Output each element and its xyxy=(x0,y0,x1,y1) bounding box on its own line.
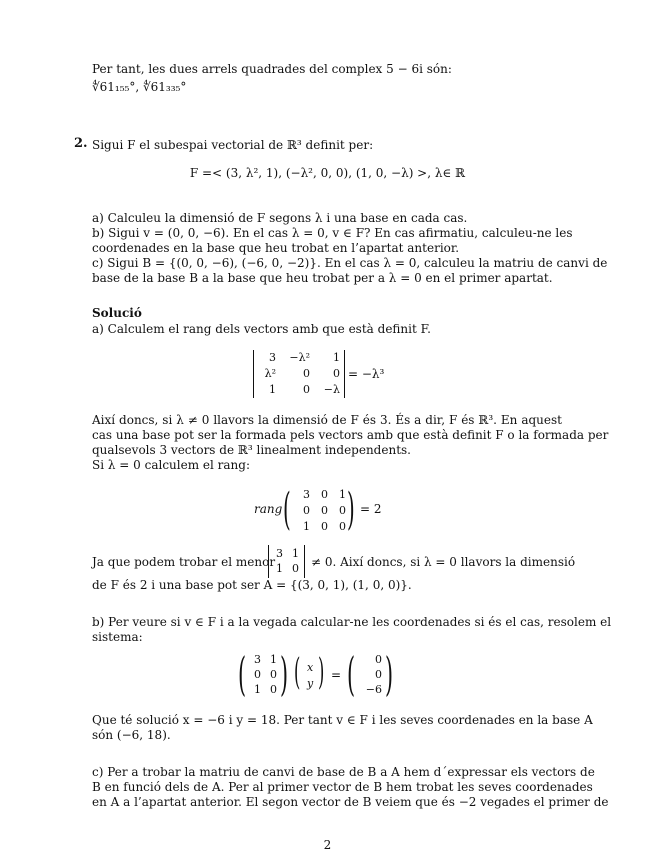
rang-cell: 1 xyxy=(339,488,346,501)
det-cell: −λ² xyxy=(289,351,310,364)
det-result: = −λ³ xyxy=(348,367,385,381)
system-variables xyxy=(307,660,313,692)
intro-line: Per tant, les dues arrels quadrades del complex 5 − 6i són: xyxy=(92,62,452,76)
sys-cell: 1 xyxy=(254,683,261,696)
rang-cell: 0 xyxy=(303,504,310,517)
sys-cell: 0 xyxy=(270,668,277,681)
solution-c-line1: c) Per a trobar la matriu de canvi de base de B a A hem d´expressar els vectors de xyxy=(92,765,595,779)
det-cell: −λ xyxy=(323,383,340,396)
minor-conclusion: ≠ 0. Així doncs, si λ = 0 llavors la dimensió xyxy=(311,555,576,569)
solution-heading: Solució xyxy=(92,306,142,320)
solution-c-line2: B en funció dels de A. Per al primer vector de B hem trobat les seves coordenades xyxy=(92,780,593,794)
solution-para-line2: cas una base pot ser la formada pels vectors amb que està definit F o la formada per xyxy=(92,428,609,442)
question-b-line1: b) Sigui v = (0, 0, −6). En el cas λ = 0, v ∈ F? En cas afirmatiu, calculeu-ne les xyxy=(92,226,573,240)
det-cell: λ² xyxy=(264,367,276,380)
det-cell: 3 xyxy=(269,351,276,364)
det-right-bar xyxy=(344,350,345,398)
rang-cell: 0 xyxy=(339,504,346,517)
sys-rhs-right-paren: ) xyxy=(385,647,394,701)
minor-cell: 1 xyxy=(292,547,299,560)
rhs-cell: 0 xyxy=(375,653,382,666)
det-cell: 1 xyxy=(333,351,340,364)
sys-matrix-left-paren: ( xyxy=(238,647,247,701)
rang-label: rang xyxy=(254,502,283,516)
solution-b-line2: sistema: xyxy=(92,630,143,644)
det-cell: 0 xyxy=(303,383,310,396)
sys-var: x xyxy=(307,661,314,674)
sys-vars-left-paren: ( xyxy=(294,652,301,693)
sys-cell: 0 xyxy=(270,683,277,696)
solution-b-result-line1: Que té solució x = −6 i y = 18. Per tant v ∈ F i les seves coordenades en la base A xyxy=(92,713,593,727)
rang-cell: 0 xyxy=(321,520,328,533)
system-rhs xyxy=(360,653,382,697)
rang-matrix xyxy=(296,488,346,534)
minor-intro: Ja que podem trobar el menor xyxy=(92,555,276,569)
rhs-cell: 0 xyxy=(375,668,382,681)
solution-para-line3: qualsevols 3 vectors de ℝ³ linealment independents. xyxy=(92,443,411,457)
minor-left-bar xyxy=(268,545,269,578)
minor-cell: 0 xyxy=(292,562,299,575)
det-left-bar xyxy=(253,350,254,398)
determinant xyxy=(258,351,342,397)
sys-var: y xyxy=(307,677,314,690)
rang-cell: 0 xyxy=(339,520,346,533)
subspace-definition: F =< (3, λ², 1), (−λ², 0, 0), (1, 0, −λ) >, λ∈ ℝ xyxy=(189,166,466,180)
page-number: 2 xyxy=(323,838,332,852)
minor-cell: 1 xyxy=(276,562,283,575)
rang-cell: 0 xyxy=(321,504,328,517)
sys-equals: = xyxy=(331,668,342,682)
solution-b-line1: b) Per veure si v ∈ F i a la vegada calcular-ne les coordenades si és el cas, resolem el xyxy=(92,615,612,629)
rang-right-paren: ) xyxy=(347,484,355,535)
det-cell: 1 xyxy=(269,383,276,396)
solution-para-line1: Així doncs, si λ ≠ 0 llavors la dimensió de F és 3. És a dir, F és ℝ³. En aquest xyxy=(92,413,562,427)
sys-matrix-right-paren: ) xyxy=(280,647,289,701)
rang-cell: 1 xyxy=(303,520,310,533)
question-b-line2: coordenades en la base que heu trobat en l’apartat anterior. xyxy=(92,241,460,255)
rang-left-paren: ( xyxy=(283,484,291,535)
problem-number: 2. xyxy=(74,136,88,151)
question-a: a) Calculeu la dimensió de F segons λ i una base en cada cas. xyxy=(92,211,468,225)
minor-cell: 3 xyxy=(276,547,283,560)
minor-line2: de F és 2 i una base pot ser A = {(3, 0, 1), (1, 0, 0)}. xyxy=(92,578,412,592)
minor-matrix xyxy=(273,547,299,576)
roots-line: ∜61₁₅₅°, ∜61₃₃₅° xyxy=(92,80,187,94)
solution-b-result-line2: són (−6, 18). xyxy=(92,728,171,742)
question-c-line2: base de la base B a la base que heu trobat per a λ = 0 en el primer apartat. xyxy=(92,271,553,285)
minor-right-bar xyxy=(304,545,305,578)
sys-cell: 1 xyxy=(270,653,277,666)
rang-result: = 2 xyxy=(360,502,382,516)
rhs-cell: −6 xyxy=(365,683,382,696)
system-matrix xyxy=(251,653,277,697)
sys-cell: 0 xyxy=(254,668,261,681)
sys-vars-right-paren: ) xyxy=(318,652,325,693)
question-c-line1: c) Sigui B = {(0, 0, −6), (−6, 0, −2)}. En el cas λ = 0, calculeu la matriu de canvi de xyxy=(92,256,608,270)
rang-cell: 3 xyxy=(303,488,310,501)
problem-statement: Sigui F el subespai vectorial de ℝ³ definit per: xyxy=(92,138,374,152)
sys-rhs-left-paren: ( xyxy=(347,647,356,701)
det-cell: 0 xyxy=(303,367,310,380)
sys-cell: 3 xyxy=(254,653,261,666)
det-cell: 0 xyxy=(333,367,340,380)
solution-c-line3: en A a l’apartat anterior. El segon vector de B veiem que és −2 vegades el primer de xyxy=(92,795,609,809)
solution-a-intro: a) Calculem el rang dels vectors amb que està definit F. xyxy=(92,322,431,336)
solution-para-line4: Si λ = 0 calculem el rang: xyxy=(92,458,251,472)
rang-cell: 0 xyxy=(321,488,328,501)
